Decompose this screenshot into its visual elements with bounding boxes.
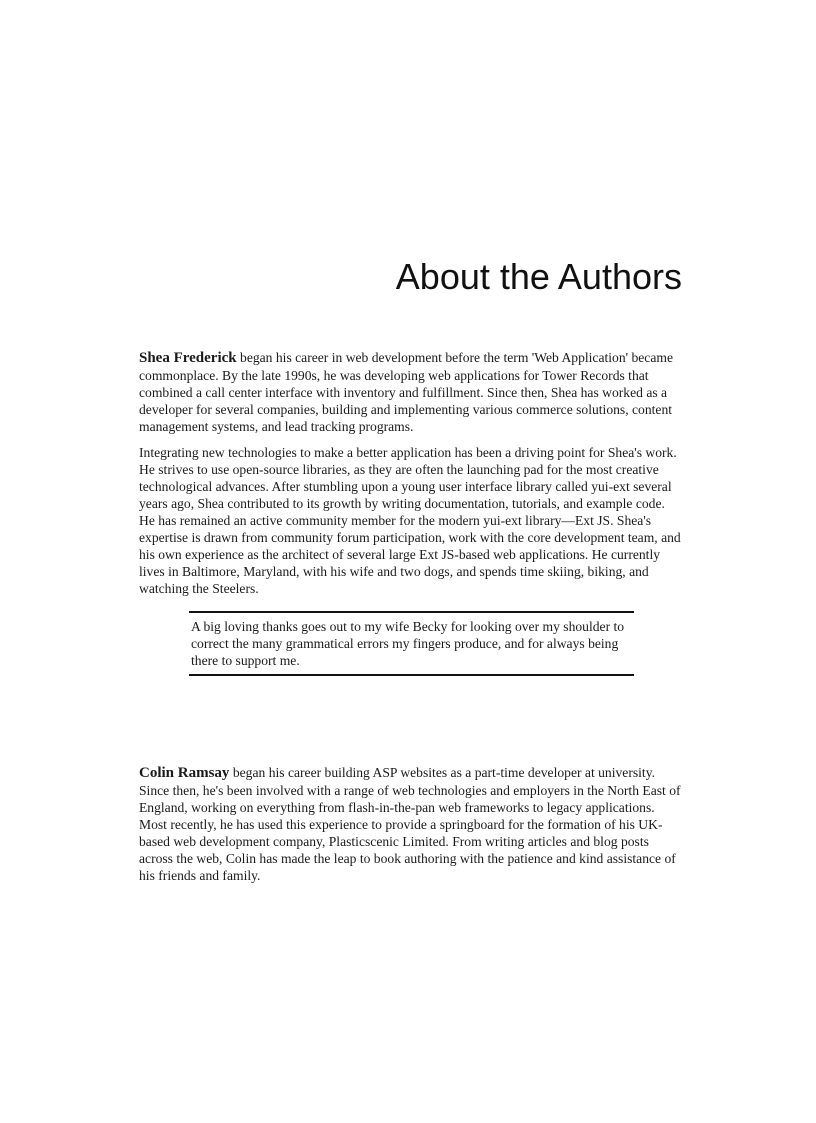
author-name: Colin Ramsay (139, 765, 230, 781)
author-bio-intro (139, 349, 681, 435)
author-section-colin (139, 764, 681, 893)
page-title: About the Authors (395, 256, 682, 297)
author-section-shea (139, 349, 681, 676)
acknowledgement-box (189, 611, 634, 676)
acknowledgement-text: A big loving thanks goes out to my wife Becky for looking over my shoulder to correct the many grammatical errors my fingers produce, and for always being there to support me. (191, 619, 625, 668)
author-bio-paragraph: Integrating new technologies to make a better application has been a driving point for Shea's work. He strives to use open-source libraries, as they are often the launching pad for the most creative technological advances. After stumbling upon a young user interface library called yui-ext several years ago, Shea contributed to its growth by writing documentation, tutorials, and example code. He has remained an active community member for the modern yui-ext library—Ext JS. Shea's expertise is drawn from community forum participation, work with the core development team, and his own experience as the architect of several large Ext JS-based web applications. He currently lives in Baltimore, Maryland, with his wife and two dogs, and spends time skiing, biking, and watching the Steelers. (139, 445, 681, 596)
author-bio-intro (139, 764, 681, 884)
author-bio-text: began his career in web development before the term 'Web Application' became commonplace. By the late 1990s, he was developing web applications for Tower Records that combined a call center interface with inventory and fulfillment. Since then, Shea has worked as a developer for several companies, building and implementing various commerce solutions, content management systems, and lead tracking programs. (139, 350, 673, 434)
author-name: Shea Frederick (139, 350, 237, 366)
author-bio-text: began his career building ASP websites as a part-time developer at university. Since then, he's been involved with a range of web technologies and employers in the North East of England, working on everything from flash-in-the-pan web frameworks to legacy applications. Most recently, he has used this experience to provide a springboard for the formation of his UK-based web development company, Plasticscenic Limited. From writing articles and blog posts across the web, Colin has made the leap to book authoring with the patience and kind assistance of his friends and family. (139, 765, 681, 883)
